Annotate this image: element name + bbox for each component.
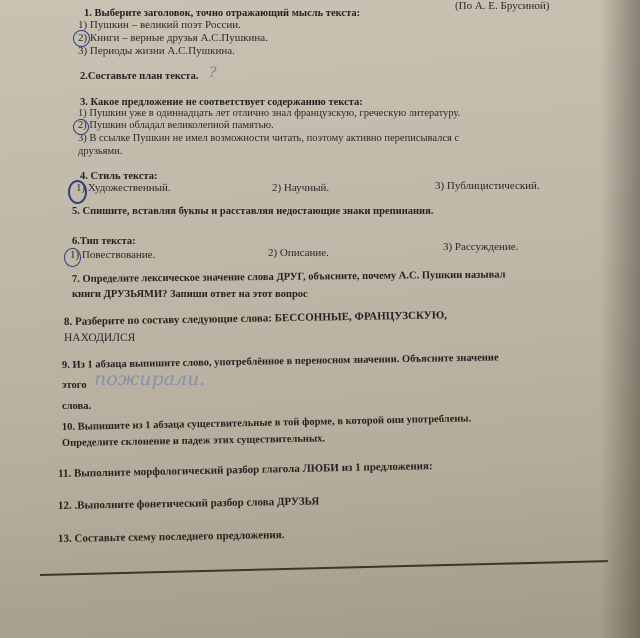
answer-line xyxy=(40,560,608,575)
q4-option-3: 3) Публицистический. xyxy=(435,180,540,192)
q3-option-2: 2) Пушкин обладал великолепной памятью. xyxy=(78,120,274,131)
q8-line-1: 8. Разберите по составу следующие слова: БЕССОННЫЕ, ФРАНЦУЗСКУЮ, xyxy=(63,309,448,328)
answer-circle-q3 xyxy=(73,119,89,135)
photo-edge-shadow xyxy=(600,0,640,638)
q7-line-2: книги ДРУЗЬЯМИ? Запиши ответ на этот вопрос xyxy=(72,289,308,300)
q1-title: 1. Выберите заголовок, точно отражающий мысль текста: xyxy=(84,8,361,19)
q3-option-1: 1) Пушкин уже в одиннадцать лет отлично знал французскую, греческую литературу. xyxy=(78,108,461,119)
q13-title: 13. Составьте схему последнего предложения. xyxy=(57,529,285,545)
q6-option-1: 1) Повествование. xyxy=(70,249,156,261)
q2-title: 2.Составьте план текста. xyxy=(80,71,199,82)
answer-circle-q1 xyxy=(73,30,90,47)
q1-option-2: 2) Книги – верные друзья А.С.Пушкина. xyxy=(78,32,268,44)
q4-option-1: 1) Художественный. xyxy=(76,182,171,194)
q9-handwritten-answer: пожирали. xyxy=(94,368,206,390)
q6-option-3: 3) Рассуждение. xyxy=(443,241,519,253)
q10-line-2: Определите склонение и падеж этих существительных. xyxy=(61,433,326,449)
answer-circle-q4 xyxy=(68,180,87,204)
q8-line-2: НАХОДИЛСЯ xyxy=(64,332,136,344)
q10-line-1: 10. Выпишите из 1 абзаца существительные в той форме, в которой они употреблены. xyxy=(61,413,472,433)
q9-line-1: 9. Из 1 абзаца выпишите слово, употреблённое в переносном значении. Объясните значение xyxy=(61,352,499,371)
q3-option-3: 3) В ссылке Пушкин не имел возможности читать, поэтому активно переписывался с xyxy=(78,133,460,144)
q6-title: 6.Тип текста: xyxy=(72,236,136,247)
q1-option-3: 3) Периоды жизни А.С.Пушкина. xyxy=(78,45,235,57)
q3-option-3-continued: друзьями. xyxy=(78,146,123,157)
q4-title: 4. Стиль текста: xyxy=(80,171,158,182)
q6-option-2: 2) Описание. xyxy=(268,247,329,259)
author-credit: (По А. Е. Брусиной) xyxy=(455,0,550,12)
q4-option-2: 2) Научный. xyxy=(272,182,330,194)
q2-handwritten-mark: ? xyxy=(209,65,217,81)
answer-circle-q6 xyxy=(64,248,81,267)
q11-title: 11. Выполните морфологический разбор глагола ЛЮБИ из 1 предложения: xyxy=(57,460,433,480)
q5-title: 5. Спишите, вставляя буквы и расставляя недостающие знаки препинания. xyxy=(72,206,434,217)
q9-line-2: этого xyxy=(62,380,87,391)
q12-title: 12. .Выполните фонетический разбор слова ДРУЗЬЯ xyxy=(57,495,320,512)
q7-line-1: 7. Определите лексическое значение слова ДРУГ, объясните, почему А.С. Пушкин называл xyxy=(71,269,506,285)
q9-line-3: слова. xyxy=(62,401,92,412)
q3-title: 3. Какое предложение не соответствует содержанию текста: xyxy=(80,97,363,108)
q1-option-1: 1) Пушкин – великий поэт России. xyxy=(78,19,241,31)
